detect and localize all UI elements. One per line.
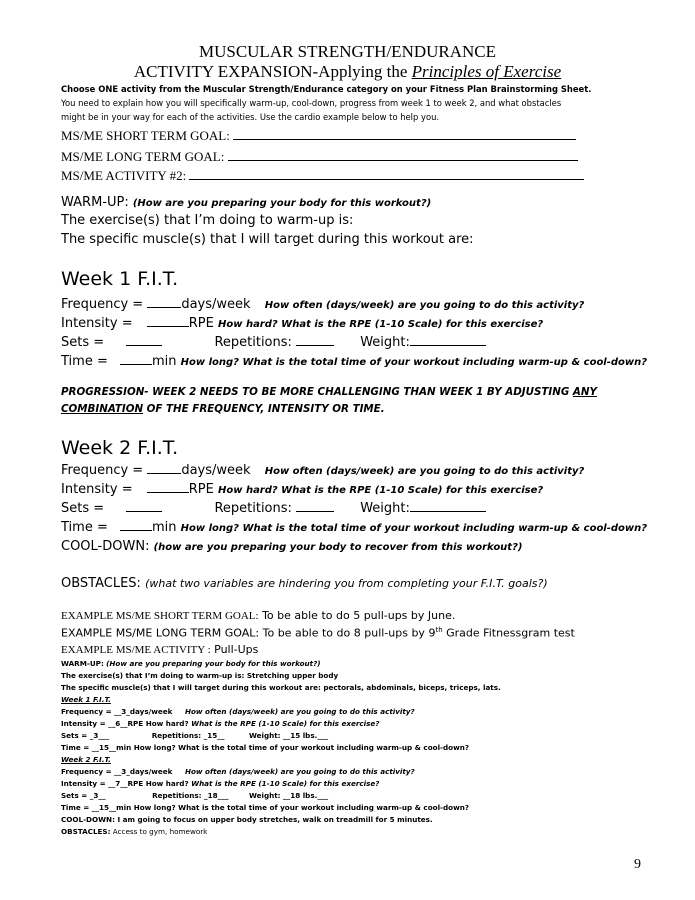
long-term-goal-label: MS/ME LONG TERM GOAL: [61,149,225,164]
week2-time-label: Time = [61,520,108,535]
example-week2-weight-value: Weight: __18 lbs.___ [248,791,329,800]
example-week1-heading: Week 1 F.I.T. [61,695,111,704]
example-cooldown: COOL-DOWN: I am going to focus on upper body stretches, walk on treadmill for 5 minutes. [61,815,433,824]
example-week1-weight-value: Weight: __15 lbs.___ [248,731,329,740]
week1-frequency-row [61,296,584,312]
example-long-goal-value: To be able to do 8 pull-ups by 9 [262,626,436,640]
week1-sets-row [61,334,486,350]
week1-intensity-row [61,315,543,331]
week2-frequency-hint: How often (days/week) are you going to do this activity? [264,466,585,477]
example-week1-reps-value: Repetitions: _15__ [151,731,225,740]
week2-intensity-row [61,481,543,497]
intro-line2: You need to explain how you will specifically warm-up, cool-down, progress from week 1 to week 2, and what obstacles [61,98,562,108]
progression-line1 [61,386,597,398]
example-obstacles-label: OBSTACLES: [61,827,111,836]
example-week1-intensity-value: Intensity = __6__RPE How hard? [61,719,189,728]
example-warmup-muscles: The specific muscle(s) that I will target during this workout are: pectorals, abdominals, biceps, triceps, lats. [61,683,501,692]
week1-heading: Week 1 F.I.T. [61,268,179,290]
long-term-goal-row [61,149,578,165]
title-line2-emphasis: Principles of Exercise [411,62,562,81]
example-long-goal-end: Grade Fitnessgram test [442,626,575,640]
example-week2-frequency-hint: How often (days/week) are you going to do this activity? [184,767,415,776]
title-line2-prefix: ACTIVITY EXPANSION-Applying the [133,62,412,81]
week2-frequency-unit: days/week [181,463,251,478]
example-week1-frequency-hint: How often (days/week) are you going to do this activity? [184,707,415,716]
progression-text: PROGRESSION- WEEK 2 NEEDS TO BE MORE CHALLENGING THAN WEEK 1 BY ADJUSTING [61,386,573,398]
example-activity-value: Pull-Ups [214,643,259,656]
example-week2-sets-value: Sets = _3__ [61,791,106,800]
warmup-row [61,195,431,210]
warmup-exercise: The exercise(s) that I’m doing to warm-up is: [61,213,354,228]
week2-weight-field[interactable] [410,500,486,512]
warmup-label: WARM-UP: [61,195,129,210]
week1-time-unit: min [151,354,177,369]
week1-time-label: Time = [61,354,108,369]
example-obstacles [61,827,207,836]
example-week2-sets [61,791,328,800]
week2-intensity-unit: RPE [188,482,214,497]
example-warmup-label: WARM-UP: [61,659,104,668]
intro-line1: Choose ONE activity from the Muscular Strength/Endurance category on your Fitness Plan Brainstorming Sheet. [61,84,592,94]
example-short-goal-label: EXAMPLE MS/ME SHORT TERM GOAL: [61,610,259,622]
example-week2-time: Time = __15__min How long? What is the total time of your workout including warm-up & cool-down? [61,803,470,812]
example-warmup-exercise: The exercise(s) that I’m doing to warm-up is: Stretching upper body [61,671,339,680]
week1-reps-field[interactable] [296,334,334,346]
example-week2-intensity-hint: What is the RPE (1-10 Scale) for this exercise? [191,779,380,788]
example-week2-reps-value: Repetitions: _18___ [152,791,229,800]
example-week2-heading: Week 2 F.I.T. [61,755,111,764]
short-term-goal-label: MS/ME SHORT TERM GOAL: [61,128,230,143]
example-short-goal-value: To be able to do 5 pull-ups by June. [262,609,456,622]
short-term-goal-row [61,128,576,144]
example-week2-frequency-value: Frequency = __3_days/week [61,767,173,776]
week2-heading: Week 2 F.I.T. [61,437,179,459]
week2-frequency-label: Frequency = [61,463,144,478]
week2-time-unit: min [151,520,177,535]
obstacles-row [61,576,548,591]
week2-weight-label: Weight: [360,501,410,516]
week2-sets-row [61,500,486,516]
week2-time-row [61,519,647,535]
week2-frequency-row [61,462,584,478]
week1-time-row [61,353,647,369]
week1-intensity-hint: How hard? What is the RPE (1-10 Scale) for this exercise? [217,319,544,330]
week2-intensity-hint: How hard? What is the RPE (1-10 Scale) for this exercise? [217,485,544,496]
week1-frequency-label: Frequency = [61,297,144,312]
progression-suffix: OF THE FREQUENCY, INTENSITY OR TIME. [143,403,385,415]
page-title-line2 [0,62,695,82]
week1-time-hint: How long? What is the total time of your workout including warm-up & cool-down? [180,357,648,368]
week1-frequency-unit: days/week [181,297,251,312]
week1-weight-field[interactable] [410,334,486,346]
week1-intensity-label: Intensity = [61,316,133,331]
example-week1-sets-value: Sets = _3___ [61,731,110,740]
week1-sets-field[interactable] [126,334,162,346]
week1-sets-label: Sets = [61,335,105,350]
example-week1-intensity [61,719,379,728]
activity-label: MS/ME ACTIVITY #2: [61,168,187,183]
week1-frequency-field[interactable] [147,296,181,308]
week1-reps-label: Repetitions: [214,335,292,350]
week2-frequency-field[interactable] [147,462,181,474]
cooldown-label: COOL-DOWN: [61,539,150,554]
obstacles-hint: (what two variables are hindering you from completing your F.I.T. goals?) [145,577,548,590]
week1-time-field[interactable] [120,353,152,365]
page-number: 9 [634,857,641,872]
warmup-hint: (How are you preparing your body for this workout?) [132,198,432,209]
example-long-goal-sup: th [435,626,443,634]
example-week2-frequency [61,767,415,776]
week1-frequency-hint: How often (days/week) are you going to do this activity? [264,300,585,311]
obstacles-label: OBSTACLES: [61,576,141,591]
activity-row [61,168,584,184]
week2-intensity-label: Intensity = [61,482,133,497]
example-week1-sets [61,731,328,740]
example-week2-intensity-value: Intensity = __7__RPE How hard? [61,779,189,788]
page-title-line1: MUSCULAR STRENGTH/ENDURANCE [198,42,497,61]
week2-sets-label: Sets = [61,501,105,516]
example-warmup [61,659,321,668]
intro-line3: might be in your way for each of the activities. Use the cardio example below to help you. [61,112,440,122]
example-week1-frequency [61,707,415,716]
example-activity-label: EXAMPLE MS/ME ACTIVITY : [61,644,211,656]
example-obstacles-value: Access to gym, homework [112,827,208,836]
cooldown-row [61,539,522,554]
week2-time-hint: How long? What is the total time of your workout including warm-up & cool-down? [180,523,648,534]
week2-reps-field[interactable] [296,500,334,512]
example-week1-intensity-hint: What is the RPE (1-10 Scale) for this exercise? [191,719,380,728]
example-week1-time: Time = __15__min How long? What is the total time of your workout including warm-up & cool-down? [61,743,470,752]
example-warmup-hint: (How are you preparing your body for this workout?) [106,659,321,668]
week2-sets-field[interactable] [126,500,162,512]
example-long-goal-label: EXAMPLE MS/ME LONG TERM GOAL: [61,626,260,640]
week2-intensity-field[interactable] [147,481,189,493]
example-week2-intensity [61,779,379,788]
activity-field[interactable] [189,168,584,180]
example-activity [61,643,258,656]
example-week1-frequency-value: Frequency = __3_days/week [61,707,173,716]
progression-line2 [61,403,385,415]
cooldown-hint: (how are you preparing your body to recover from this workout?) [153,542,523,553]
warmup-muscles: The specific muscle(s) that I will target during this workout are: [61,232,474,247]
week1-intensity-unit: RPE [188,316,214,331]
week1-intensity-field[interactable] [147,315,189,327]
week2-reps-label: Repetitions: [214,501,292,516]
week2-time-field[interactable] [120,519,152,531]
short-term-goal-field[interactable] [233,128,576,140]
progression-any: ANY [572,386,597,398]
progression-combination: COMBINATION [61,403,144,415]
long-term-goal-field[interactable] [228,149,578,161]
week1-weight-label: Weight: [360,335,410,350]
example-long-goal [61,626,575,640]
example-short-goal [61,609,455,622]
